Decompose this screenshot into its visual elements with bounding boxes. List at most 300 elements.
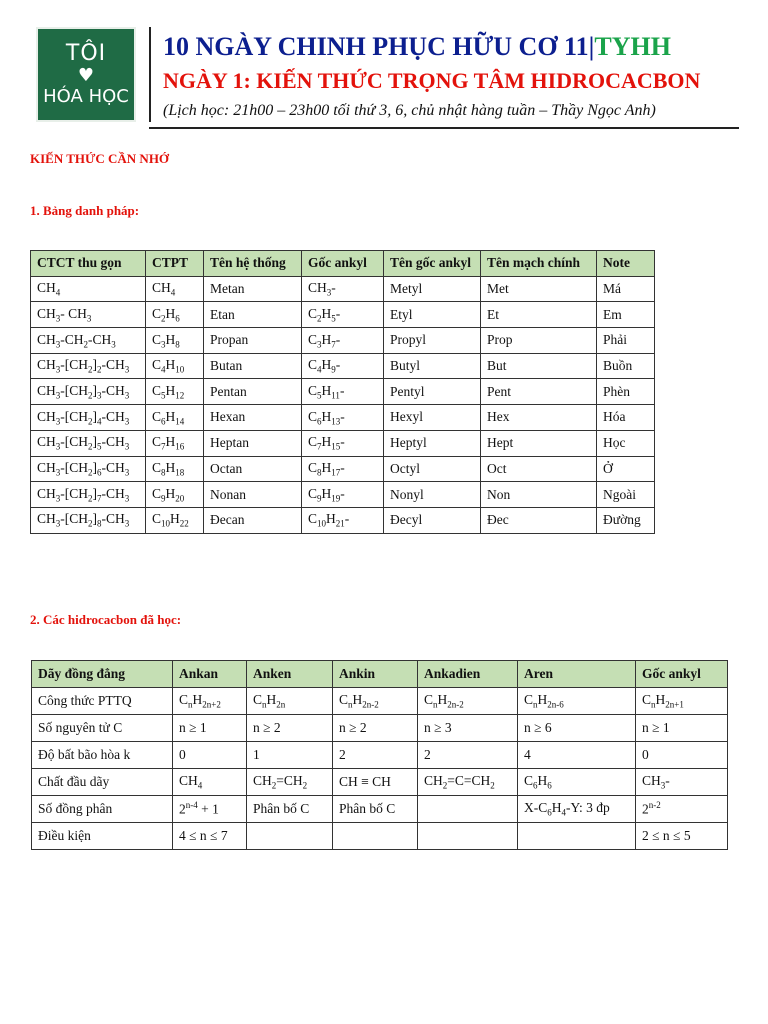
nomenclature-table bbox=[30, 250, 655, 534]
table-cell bbox=[146, 405, 204, 431]
cell-text-segment: n ≥ 2 bbox=[253, 720, 281, 735]
cell-text-segment: 2 bbox=[88, 493, 93, 504]
cell-text-segment: -[CH bbox=[60, 511, 89, 527]
cell-text-segment: 3 bbox=[124, 467, 130, 478]
logo-line-2: HÓA HỌC bbox=[43, 85, 129, 107]
cell-text-segment: Phân bố C bbox=[339, 801, 396, 816]
table-cell bbox=[597, 302, 655, 328]
cell-text-segment: 13 bbox=[331, 416, 341, 427]
table2-header-cell: Ankan bbox=[173, 661, 247, 688]
table-cell bbox=[597, 405, 655, 431]
table-cell bbox=[636, 823, 728, 850]
cell-text-segment: CH bbox=[424, 773, 443, 789]
table-row bbox=[31, 276, 655, 302]
cell-text-segment: Nonyl bbox=[390, 486, 424, 502]
table-cell bbox=[32, 769, 173, 796]
cell-text-segment: 5 bbox=[331, 313, 336, 324]
cell-text-segment: Oct bbox=[487, 460, 507, 476]
cell-text-segment: H bbox=[321, 331, 332, 347]
table-cell bbox=[333, 796, 418, 823]
cell-text-segment: -[CH bbox=[60, 382, 89, 398]
logo bbox=[36, 27, 136, 122]
cell-text-segment: 10 bbox=[161, 519, 171, 530]
cell-text-segment: Octyl bbox=[390, 460, 420, 476]
cell-text-segment: 3 bbox=[124, 519, 130, 530]
cell-text-segment: 3 bbox=[55, 364, 61, 375]
cell-text-segment: 16 bbox=[175, 442, 185, 452]
table-cell bbox=[146, 302, 204, 328]
page-title-main: 10 NGÀY CHINH PHỤC HỮU CƠ 11| bbox=[163, 32, 595, 61]
cell-text-segment: Hóa bbox=[603, 409, 626, 425]
cell-text-segment: 3 bbox=[111, 339, 116, 350]
header-divider-vertical bbox=[149, 27, 151, 122]
cell-text-segment: Octan bbox=[210, 460, 243, 476]
cell-text-segment: CH bbox=[37, 357, 56, 373]
table-cell bbox=[204, 276, 302, 302]
cell-text-segment: ] bbox=[92, 382, 98, 398]
cell-text-segment: Má bbox=[603, 281, 621, 297]
table-row bbox=[32, 796, 728, 823]
table-cell bbox=[481, 379, 597, 405]
table-row bbox=[31, 353, 655, 379]
cell-text-segment: -CH bbox=[101, 485, 125, 501]
table-cell bbox=[302, 328, 384, 354]
table1-header-cell: Gốc ankyl bbox=[302, 251, 384, 277]
cell-text-segment: 3 bbox=[124, 493, 130, 504]
cell-text-segment: Đecan bbox=[210, 512, 245, 528]
table-cell bbox=[481, 328, 597, 354]
table-cell bbox=[146, 430, 204, 456]
cell-text-segment: 6 bbox=[97, 467, 102, 478]
cell-text-segment: 3 bbox=[124, 390, 130, 401]
cell-text-segment: 18 bbox=[175, 467, 185, 478]
table-cell bbox=[32, 796, 173, 823]
cell-text-segment: C bbox=[152, 331, 162, 347]
cell-text-segment: H bbox=[165, 460, 176, 475]
cell-text-segment: 3 bbox=[86, 313, 92, 324]
table-cell bbox=[31, 405, 146, 431]
table-cell bbox=[518, 715, 636, 742]
cell-text-segment: Đecyl bbox=[390, 512, 423, 528]
cell-text-segment: 2 bbox=[97, 364, 102, 375]
cell-text-segment: CH bbox=[37, 408, 56, 424]
cell-text-segment: C bbox=[152, 305, 162, 321]
table-cell bbox=[247, 796, 333, 823]
cell-text-segment: 2 bbox=[179, 801, 186, 817]
table-cell bbox=[32, 715, 173, 742]
table-cell bbox=[31, 379, 146, 405]
cell-text-segment: -[CH bbox=[60, 485, 89, 501]
cell-text-segment: - bbox=[331, 280, 336, 296]
table-cell bbox=[418, 688, 518, 715]
cell-text-segment: 2 bbox=[442, 780, 448, 791]
table2-header-cell: Ankadien bbox=[418, 661, 518, 688]
cell-text-segment: - bbox=[335, 305, 341, 321]
table-cell bbox=[384, 353, 481, 379]
cell-text-segment: 2 bbox=[271, 780, 277, 791]
table-cell bbox=[481, 482, 597, 508]
cell-text-segment: 0 bbox=[642, 747, 649, 762]
cell-text-segment: 6 bbox=[547, 807, 552, 818]
table-cell bbox=[597, 507, 655, 533]
table-row bbox=[31, 456, 655, 482]
cell-text-segment: n bbox=[651, 699, 656, 710]
cell-text-segment: CH bbox=[308, 280, 327, 296]
cell-text-segment: 2 bbox=[339, 747, 346, 762]
cell-text-segment: CH bbox=[37, 305, 56, 321]
cell-text-segment: Em bbox=[603, 306, 622, 322]
cell-text-segment: C bbox=[308, 460, 318, 475]
page-title bbox=[163, 32, 743, 62]
cell-text-segment: Etan bbox=[210, 306, 235, 322]
cell-text-segment: Ngoài bbox=[603, 486, 636, 502]
cell-text-segment: 2 ≤ n ≤ 5 bbox=[642, 828, 691, 843]
cell-text-segment: H bbox=[321, 408, 332, 424]
table-cell bbox=[204, 379, 302, 405]
cell-text-segment: Heptan bbox=[210, 435, 249, 451]
cell-text-segment: 2 bbox=[161, 313, 166, 324]
table-cell bbox=[173, 742, 247, 769]
cell-text-segment: 2n+2 bbox=[202, 699, 221, 710]
cell-text-segment: ] bbox=[92, 511, 98, 527]
cell-text-segment: 3 bbox=[55, 339, 61, 350]
table-cell bbox=[384, 456, 481, 482]
cell-text-segment: Met bbox=[487, 281, 509, 297]
table-cell bbox=[384, 405, 481, 431]
table-cell bbox=[31, 482, 146, 508]
cell-text-segment: - bbox=[665, 773, 670, 789]
table-cell bbox=[204, 507, 302, 533]
table-cell bbox=[597, 379, 655, 405]
cell-text-segment: 2 bbox=[88, 364, 93, 375]
cell-text-segment: Metyl bbox=[390, 281, 423, 297]
cell-text-segment: 2 bbox=[317, 313, 322, 324]
cell-text-segment: 4 bbox=[317, 364, 322, 375]
cell-text-segment: ] bbox=[92, 460, 98, 475]
cell-text-segment: CH bbox=[37, 485, 56, 501]
table-row bbox=[31, 379, 655, 405]
table-row bbox=[32, 742, 728, 769]
table-cell bbox=[636, 715, 728, 742]
cell-text-segment: 4 bbox=[561, 807, 566, 818]
table-cell bbox=[247, 688, 333, 715]
cell-text-segment: n bbox=[262, 699, 267, 710]
table-cell bbox=[384, 302, 481, 328]
cell-text-segment: Metan bbox=[210, 281, 245, 297]
cell-text-segment: 5 bbox=[317, 390, 322, 401]
cell-text-segment: Pentyl bbox=[390, 383, 425, 399]
cell-text-segment: H bbox=[165, 331, 176, 347]
table-cell bbox=[32, 823, 173, 850]
table-cell bbox=[302, 456, 384, 482]
cell-text-segment: Pentan bbox=[210, 383, 247, 399]
cell-text-segment: 1 bbox=[253, 747, 260, 762]
table-cell bbox=[146, 482, 204, 508]
table-row bbox=[31, 405, 655, 431]
table-cell bbox=[518, 796, 636, 823]
cell-text-segment: ] bbox=[92, 408, 98, 424]
cell-text-segment: C bbox=[308, 511, 318, 527]
table-cell bbox=[597, 353, 655, 379]
cell-text-segment: CH ≡ CH bbox=[339, 774, 391, 789]
cell-text-segment: 10 bbox=[317, 519, 327, 530]
cell-text-segment: - bbox=[339, 382, 345, 398]
table-cell bbox=[384, 430, 481, 456]
table-cell bbox=[481, 507, 597, 533]
cell-text-segment: X-C bbox=[524, 800, 548, 816]
table-cell bbox=[247, 823, 333, 850]
table-cell bbox=[418, 823, 518, 850]
cell-text-segment: 3 bbox=[124, 442, 130, 452]
table-cell bbox=[597, 430, 655, 456]
table-row bbox=[31, 302, 655, 328]
cell-text-segment: - bbox=[340, 460, 345, 475]
cell-text-segment: Độ bất bão hòa k bbox=[38, 747, 131, 762]
cell-text-segment: 4 bbox=[197, 780, 203, 791]
section-heading: KIẾN THỨC CẦN NHỚ bbox=[30, 151, 170, 166]
cell-text-segment: C bbox=[308, 305, 318, 321]
cell-text-segment: 12 bbox=[175, 390, 185, 401]
cell-text-segment: Propan bbox=[210, 332, 249, 348]
cell-text-segment: C bbox=[152, 357, 162, 373]
cell-text-segment: 8 bbox=[97, 519, 102, 530]
cell-text-segment: 4 ≤ n ≤ 7 bbox=[179, 828, 228, 843]
table-cell bbox=[333, 742, 418, 769]
logo-line-1: TÔI bbox=[65, 40, 107, 66]
cell-text-segment: -[CH bbox=[60, 434, 89, 450]
table-cell bbox=[247, 715, 333, 742]
cell-text-segment: C bbox=[308, 485, 318, 501]
cell-text-segment: 4 bbox=[524, 747, 531, 762]
cell-text-segment: 2n-6 bbox=[547, 699, 564, 710]
table-cell bbox=[302, 507, 384, 533]
table-cell bbox=[636, 769, 728, 796]
cell-text-segment: 3 bbox=[55, 416, 61, 427]
cell-text-segment: C bbox=[152, 460, 162, 475]
table-cell bbox=[636, 796, 728, 823]
cell-text-segment: H bbox=[537, 692, 548, 708]
cell-text-segment: CH bbox=[37, 331, 56, 347]
table-cell bbox=[173, 823, 247, 850]
cell-text-segment: CH bbox=[642, 773, 661, 789]
cell-text-segment: H bbox=[321, 382, 332, 398]
cell-text-segment: H bbox=[266, 692, 277, 708]
table-cell bbox=[418, 742, 518, 769]
table-cell bbox=[384, 507, 481, 533]
cell-text-segment: 20 bbox=[175, 493, 185, 504]
cell-text-segment: Công thức PTTQ bbox=[38, 693, 132, 708]
cell-text-segment: - bbox=[344, 511, 350, 527]
cell-text-segment: C bbox=[152, 485, 162, 501]
table-cell bbox=[518, 823, 636, 850]
cell-text-segment: 14 bbox=[175, 416, 185, 427]
table-cell bbox=[518, 688, 636, 715]
cell-text-segment: -CH bbox=[101, 357, 125, 373]
table-cell bbox=[204, 482, 302, 508]
table-cell bbox=[597, 482, 655, 508]
table-cell bbox=[418, 769, 518, 796]
cell-text-segment: 7 bbox=[331, 339, 336, 350]
table-cell bbox=[597, 276, 655, 302]
section-1-heading: 1. Bảng danh pháp: bbox=[30, 203, 140, 218]
table2-header-cell: Ankin bbox=[333, 661, 418, 688]
table-cell bbox=[384, 328, 481, 354]
cell-text-segment: 3 bbox=[55, 313, 61, 324]
cell-text-segment: Hept bbox=[487, 435, 514, 451]
table1-header-cell: Note bbox=[597, 251, 655, 277]
cell-text-segment: 2n bbox=[276, 699, 286, 710]
cell-text-segment: But bbox=[487, 358, 507, 374]
table-cell bbox=[481, 430, 597, 456]
table-cell bbox=[247, 742, 333, 769]
cell-text-segment: Nonan bbox=[210, 486, 246, 502]
cell-text-segment: H bbox=[165, 408, 176, 424]
cell-text-segment: C bbox=[524, 692, 534, 708]
table-row bbox=[31, 507, 655, 533]
cell-text-segment: 9 bbox=[317, 493, 322, 504]
cell-text-segment: 3 bbox=[124, 416, 130, 427]
cell-text-segment: 2 bbox=[88, 467, 93, 478]
table-row bbox=[32, 769, 728, 796]
cell-text-segment: n bbox=[348, 699, 353, 710]
cell-text-segment: -[CH bbox=[60, 460, 89, 475]
cell-text-segment: -[CH bbox=[60, 408, 89, 424]
table-cell bbox=[32, 742, 173, 769]
cell-text-segment: 17 bbox=[331, 467, 341, 478]
table-cell bbox=[31, 456, 146, 482]
cell-text-segment: C bbox=[308, 331, 318, 347]
table-cell bbox=[146, 328, 204, 354]
cell-text-segment: Chất đầu dãy bbox=[38, 774, 110, 789]
cell-text-segment: 2 bbox=[642, 801, 649, 817]
cell-text-segment: 5 bbox=[161, 390, 166, 401]
cell-text-segment: C bbox=[424, 692, 434, 708]
page-title-accent: TYHH bbox=[594, 32, 671, 61]
table-cell bbox=[481, 276, 597, 302]
cell-text-segment: 6 bbox=[547, 780, 552, 791]
cell-text-segment: -CH bbox=[88, 331, 112, 347]
cell-text-segment: =C=CH bbox=[447, 773, 491, 789]
cell-text-segment: n bbox=[533, 699, 538, 710]
cell-text-segment: H bbox=[165, 382, 176, 398]
cell-text-segment: C bbox=[308, 357, 318, 373]
table-cell bbox=[146, 276, 204, 302]
cell-text-segment: 2 bbox=[88, 442, 93, 452]
cell-text-segment: 3 bbox=[317, 339, 322, 350]
cell-text-segment: n bbox=[433, 699, 438, 710]
table-cell bbox=[481, 405, 597, 431]
heart-icon: ♥ bbox=[77, 64, 95, 86]
cell-text-segment: Điều kiện bbox=[38, 828, 91, 843]
cell-text-segment: H bbox=[437, 692, 448, 708]
cell-text-segment: n ≥ 6 bbox=[524, 720, 552, 735]
cell-text-segment: C bbox=[253, 692, 263, 708]
table-cell bbox=[204, 456, 302, 482]
cell-text-segment: C bbox=[152, 434, 162, 450]
cell-text-segment: 6 bbox=[161, 416, 166, 427]
table-cell bbox=[302, 379, 384, 405]
cell-text-segment: H bbox=[321, 357, 332, 373]
cell-text-segment: CH bbox=[179, 773, 198, 789]
table-cell bbox=[302, 482, 384, 508]
table-cell bbox=[333, 769, 418, 796]
cell-text-segment: C bbox=[308, 382, 318, 398]
table1-header-cell: CTPT bbox=[146, 251, 204, 277]
table-cell bbox=[636, 742, 728, 769]
cell-text-segment: H bbox=[655, 692, 666, 708]
cell-text-segment: 3 bbox=[660, 780, 666, 791]
table-cell bbox=[146, 353, 204, 379]
cell-text-segment: - bbox=[340, 434, 345, 450]
cell-text-segment: 19 bbox=[331, 493, 341, 504]
table1-header-cell: Tên mạch chính bbox=[481, 251, 597, 277]
table-cell bbox=[384, 276, 481, 302]
cell-text-segment: 2n-2 bbox=[447, 699, 464, 710]
cell-text-segment: 10 bbox=[175, 364, 185, 375]
table-row bbox=[32, 688, 728, 715]
cell-text-segment: 8 bbox=[175, 339, 180, 350]
cell-text-segment: 2n+1 bbox=[665, 699, 684, 710]
table-cell bbox=[204, 302, 302, 328]
table-cell bbox=[597, 456, 655, 482]
table-cell bbox=[518, 742, 636, 769]
table-row bbox=[31, 430, 655, 456]
table-row bbox=[31, 482, 655, 508]
cell-text-segment: 4 bbox=[55, 287, 61, 298]
table-cell bbox=[333, 688, 418, 715]
cell-text-segment: C bbox=[152, 382, 162, 398]
section-2-heading: 2. Các hidrocacbon đã học: bbox=[30, 612, 182, 627]
table-cell bbox=[173, 796, 247, 823]
cell-text-segment: H bbox=[551, 800, 562, 816]
cell-text-segment: 2 bbox=[490, 780, 495, 791]
cell-text-segment: -[CH bbox=[60, 357, 89, 373]
cell-text-segment: -CH bbox=[60, 331, 84, 347]
cell-text-segment: 3 bbox=[55, 442, 61, 452]
table-cell bbox=[173, 688, 247, 715]
cell-text-segment: =CH bbox=[276, 773, 303, 789]
table-row bbox=[31, 328, 655, 354]
cell-text-segment: CH bbox=[37, 280, 56, 296]
cell-text-segment: 4 bbox=[170, 287, 176, 298]
cell-text-segment: 3 bbox=[55, 493, 61, 504]
cell-text-segment: -CH bbox=[101, 511, 125, 527]
cell-text-segment: H bbox=[192, 692, 203, 708]
table-cell bbox=[31, 353, 146, 379]
cell-text-segment: C bbox=[308, 408, 318, 424]
table-cell bbox=[204, 328, 302, 354]
cell-text-segment: C bbox=[339, 692, 349, 708]
table1-header-row bbox=[31, 251, 655, 277]
cell-text-segment: Phèn bbox=[603, 383, 630, 399]
cell-text-segment: 2 bbox=[88, 390, 93, 401]
cell-text-segment: Hex bbox=[487, 409, 510, 425]
table-cell bbox=[384, 379, 481, 405]
cell-text-segment: 3 bbox=[124, 364, 130, 375]
table-cell bbox=[333, 715, 418, 742]
table-cell bbox=[302, 276, 384, 302]
schedule-line: (Lịch học: 21h00 – 23h00 tối thứ 3, 6, chủ nhật hàng tuần – Thầy Ngọc Anh) bbox=[163, 102, 656, 119]
cell-text-segment: Non bbox=[487, 486, 511, 502]
table-cell bbox=[204, 353, 302, 379]
table-cell bbox=[31, 276, 146, 302]
cell-text-segment: Butyl bbox=[390, 358, 421, 374]
cell-text-segment: Hexan bbox=[210, 409, 246, 425]
cell-text-segment: 6 bbox=[317, 416, 322, 427]
cell-text-segment: 4 bbox=[161, 364, 166, 375]
cell-text-segment: H bbox=[352, 692, 363, 708]
cell-text-segment: n-4 bbox=[185, 800, 198, 811]
